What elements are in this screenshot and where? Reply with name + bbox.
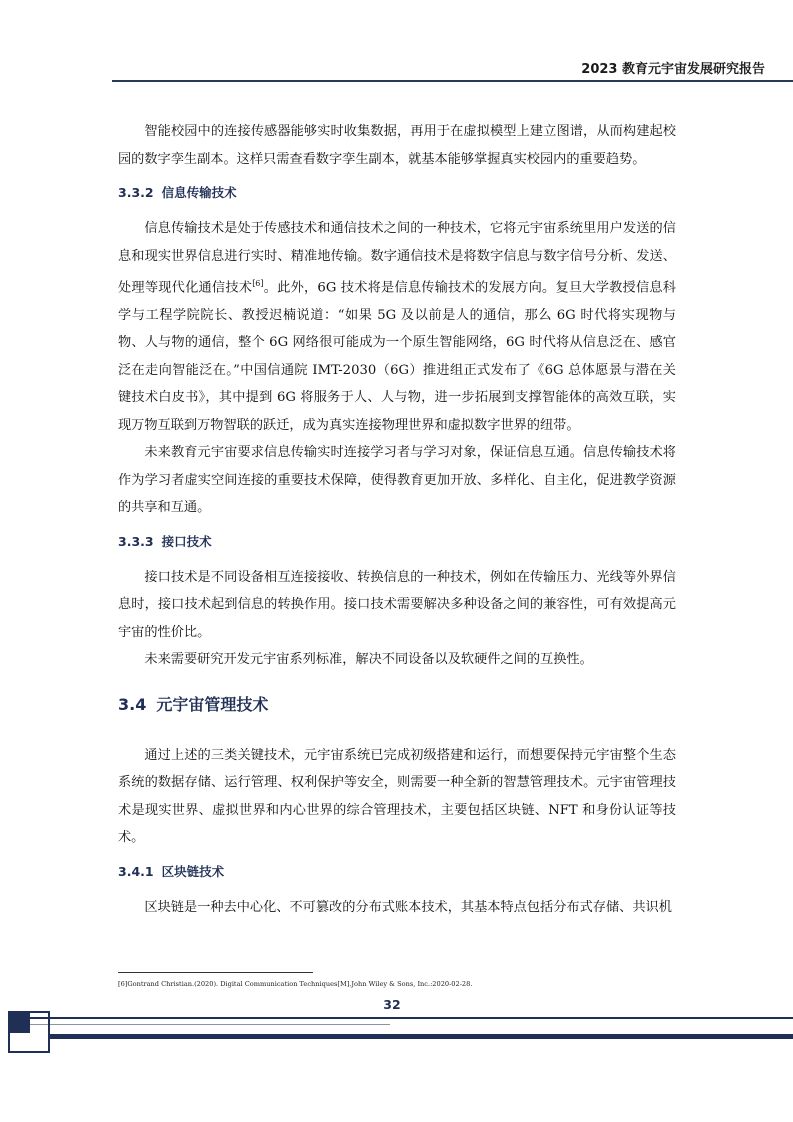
- section-title: 元宇宙管理技术: [156, 694, 269, 714]
- section-heading-3-3-2: [118, 181, 676, 205]
- paragraph-management: 通过上述的三类关键技术，元宇宙系统已完成初级搭建和运行，而想要保持元宇宙整个生态系统的数据存储、运行管理、权利保护等安全，则需要一种全新的智慧管理技术。元宇宙管理技术是现实世界、虚拟世界和内心世界的综合管理技术，主要包括区块链、NFT 和身份认证等技术。: [118, 747, 676, 846]
- section-heading-3-4: [118, 692, 676, 718]
- section-title: 区块链技术: [161, 863, 225, 879]
- paragraph-text: 信息传输技术是处于传感技术和通信技术之间的一种技术，它将元宇宙系统里用户发送的信息和现实世界信息进行实时、精准地传输。数字通信技术是将数字信息与数字信号分析、发送、处理等现代化通信技术: [118, 221, 676, 296]
- footer-line: [30, 1017, 793, 1019]
- section-number: 3.4: [118, 694, 147, 714]
- paragraph-text: 。此外，6G 技术将是信息传输技术的发展方向。复旦大学教授信息科学与工程学院院长、教授迟楠说道：“如果 5G 及以前是人的通信，那么 6G 时代将实现物与物、人与物的通信，整个 6G 网络很可能成为一个原生智能网络，6G 时代将从信息泛在、感官泛在走向智能泛在。”中国信通院 IMT-2030（6G）推进组正式发布了《6G 总体愿景与潜在关键技术白皮书》，其中提到 6G 将服务于人、人与物，进一步拓展到支撑智能体的高效互联，实现万物互联到万物智联的跃迁，成为真实连接物理世界和虚拟数字世界的纽带。: [118, 280, 676, 433]
- page-number: 32: [383, 997, 401, 1012]
- page-content: [118, 118, 676, 921]
- section-title: 接口技术: [161, 533, 212, 549]
- section-title: 信息传输技术: [161, 185, 237, 200]
- paragraph-future-transmission: 未来教育元宇宙要求信息传输实时连接学习者与学习对象，保证信息互通。信息传输技术将作为学习者虚实空间连接的重要技术保障，使得教育更加开放、多样化、自主化，促进教学资源的共享和互通。: [118, 445, 676, 516]
- header-rule: [112, 80, 793, 82]
- paragraph-blockchain: 区块链是一种去中心化、不可篡改的分布式账本技术，其基本特点包括分布式存储、共识机: [144, 899, 672, 915]
- paragraph-digital-twin: 智能校园中的连接传感器能够实时收集数据，再用于在虚拟模型上建立图谱，从而构建起校园的数字孪生副本。这样只需查看数字孪生副本，就基本能够掌握真实校园内的重要趋势。: [118, 124, 676, 167]
- section-heading-3-4-1: [118, 860, 676, 884]
- footer-thin-line: [30, 1024, 390, 1025]
- section-heading-3-3-3: [118, 530, 676, 554]
- footnote: [6]Gontrand Christian.(2020). Digital Communication Techniques[M].John Wiley & Sons, Inc.:2020-02-28.: [118, 980, 473, 988]
- section-number: 3.3.3: [118, 533, 154, 549]
- header-title: 2023 教育元宇宙发展研究报告: [581, 62, 765, 77]
- paragraph-future-interface: 未来需要研究开发元宇宙系列标准，解决不同设备以及软硬件之间的互换性。: [144, 652, 593, 668]
- paragraph-interface: 接口技术是不同设备相互连接接收、转换信息的一种技术，例如在传输压力、光线等外界信息时，接口技术起到信息的转换作用。接口技术需要解决多种设备之间的兼容性，可有效提高元宇宙的性价比。: [118, 569, 676, 640]
- paragraph-info-transmission: [118, 215, 676, 439]
- citation-ref[interactable]: [6]: [252, 279, 264, 288]
- footnote-rule: [118, 972, 313, 973]
- footer-square-filled: [8, 1011, 30, 1033]
- section-number: 3.4.1: [118, 863, 154, 879]
- section-number: 3.3.2: [118, 185, 154, 200]
- footer-thick-line: [50, 1034, 793, 1039]
